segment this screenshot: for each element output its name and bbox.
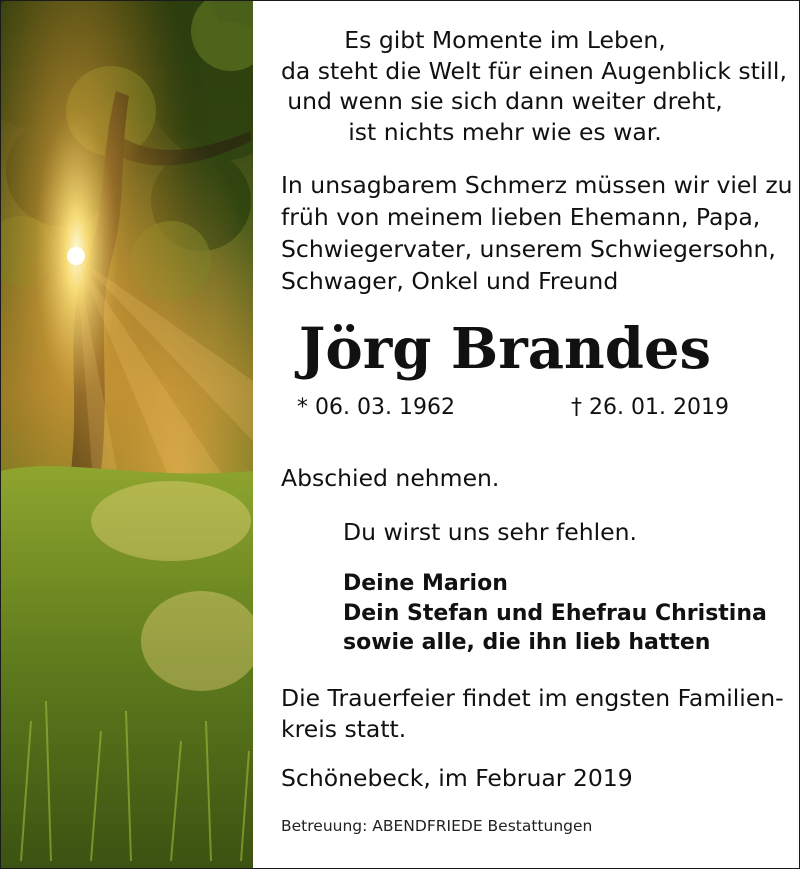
funeral-note-line: Die Trauerfeier findet im engsten Familien- [281, 684, 784, 712]
poem-line: da steht die Welt für einen Augenblick still, [281, 56, 787, 85]
deceased-name: Jörg Brandes [298, 316, 712, 382]
poem-line: Es gibt Momente im Leben, [344, 26, 666, 54]
missed-text: Du wirst uns sehr fehlen. [343, 518, 638, 546]
signer-line: sowie alle, die ihn lieb hatten [343, 630, 711, 655]
poem [281, 25, 787, 147]
death-date: † 26. 01. 2019 [571, 395, 729, 420]
intro-paragraph [281, 169, 793, 297]
signers [343, 569, 767, 658]
farewell-text: Abschied nehmen. [281, 464, 500, 492]
sunlit-tree-photo [1, 1, 253, 868]
signer-line: Dein Stefan und Ehefrau Christina [343, 600, 767, 626]
funeral-note [281, 683, 784, 744]
intro-line: Schwager, Onkel und Freund [281, 267, 619, 295]
poem-line: und wenn sie sich dann weiter dreht, [287, 87, 723, 115]
intro-line: früh von meinem lieben Ehemann, Papa, [281, 203, 761, 231]
poem-line: ist nichts mehr wie es war. [348, 117, 662, 146]
funeral-service-credit: Betreuung: ABENDFRIEDE Bestattungen [281, 817, 593, 835]
intro-line: Schwiegervater, unserem Schwiegersohn, [281, 235, 776, 263]
funeral-note-line: kreis statt. [281, 714, 407, 743]
birth-date: * 06. 03. 1962 [297, 395, 455, 420]
signer-line: Deine Marion [343, 571, 508, 596]
place-date: Schönebeck, im Februar 2019 [281, 764, 633, 792]
intro-line: In unsagbarem Schmerz müssen wir viel zu [281, 171, 793, 199]
